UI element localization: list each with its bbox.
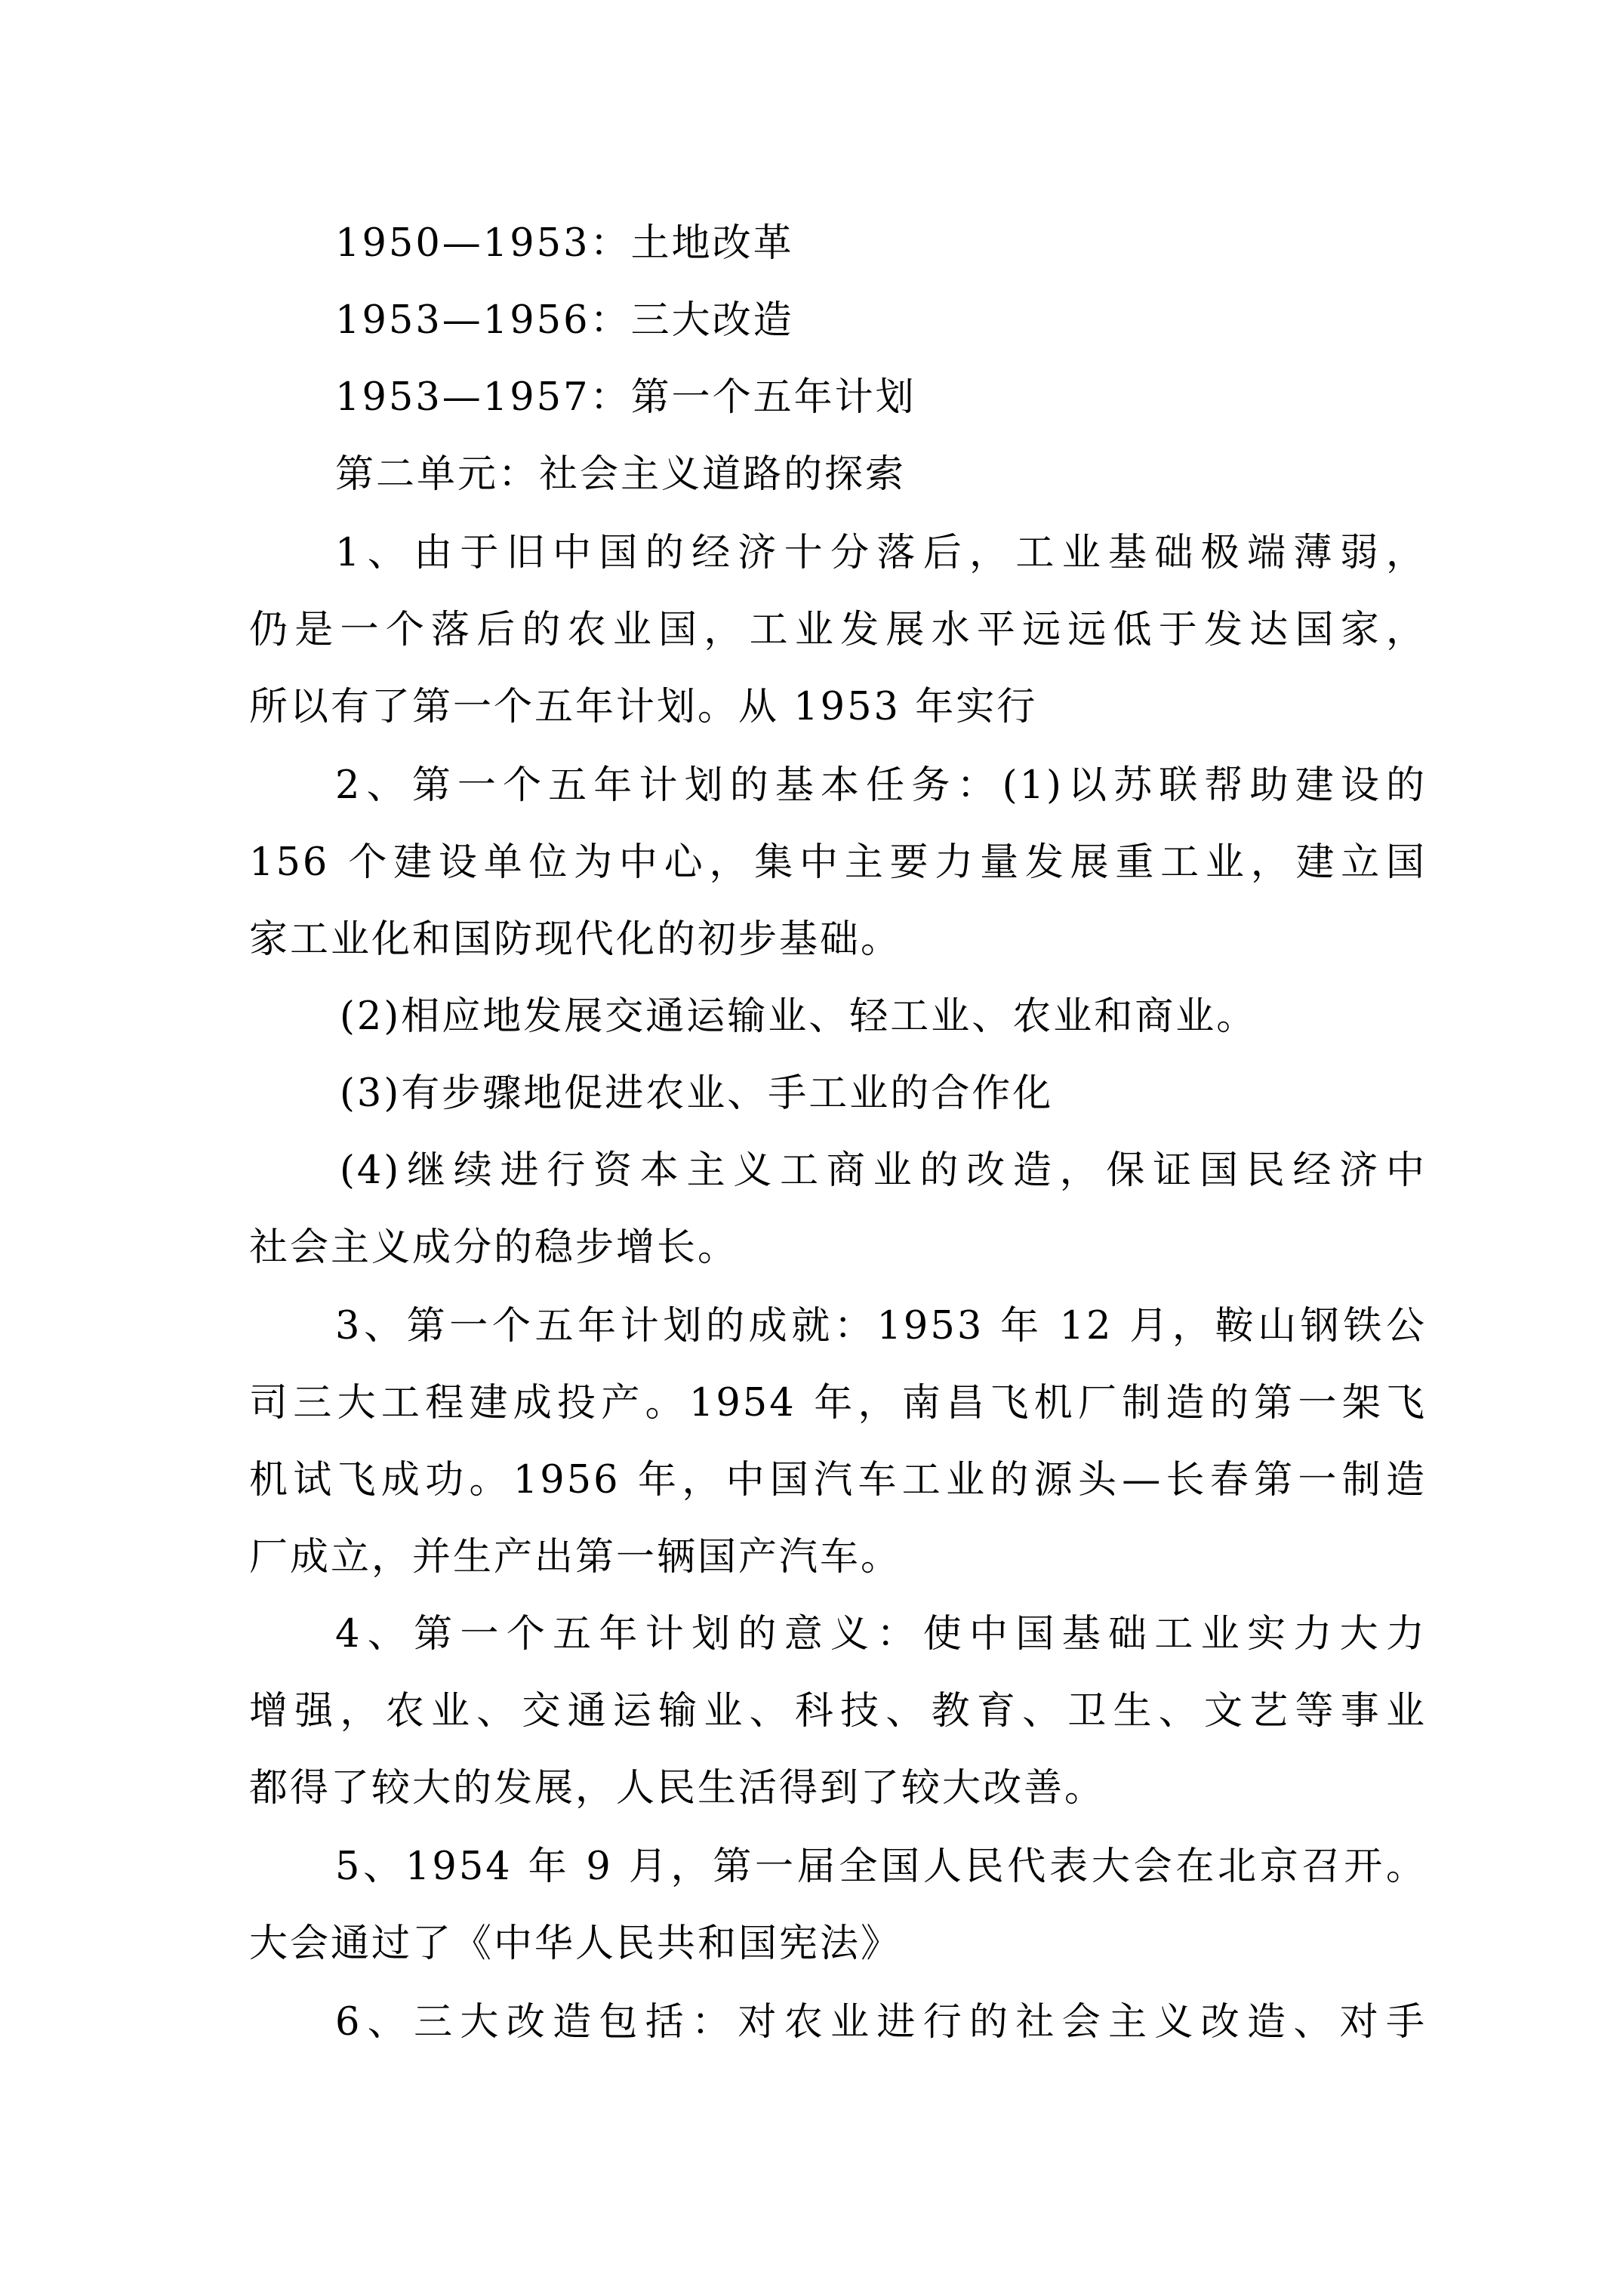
paragraph-2-line-1: 2、第一个五年计划的基本任务：(1)以苏联帮助建设的: [335, 763, 1427, 808]
paragraph-3-line-4: 厂成立，并生产出第一辆国产汽车。: [249, 1535, 902, 1579]
timeline-first-five-year-plan: 1953—1957：第一个五年计划: [335, 375, 916, 420]
paragraph-4-line-3: 都得了较大的发展，人民生活得到了较大改善。: [249, 1766, 1106, 1811]
task-item-2: (2)相应地发展交通运输业、轻工业、农业和商业。: [340, 994, 1258, 1039]
paragraph-4-line-1: 4、第一个五年计划的意义：使中国基础工业实力大力: [335, 1612, 1427, 1657]
timeline-land-reform: 1950—1953：土地改革: [335, 221, 794, 266]
paragraph-2-line-3: 家工业化和国防现代化的初步基础。: [249, 917, 902, 962]
task-item-4-line-1: (4)继续进行资本主义工商业的改造，保证国民经济中: [340, 1148, 1427, 1193]
paragraph-1-line-1: 1、由于旧中国的经济十分落后，工业基础极端薄弱，: [335, 531, 1427, 575]
paragraph-3-line-1: 3、第一个五年计划的成就：1953 年 12 月，鞍山钢铁公: [335, 1304, 1427, 1348]
task-item-3: (3)有步骤地促进农业、手工业的合作化: [340, 1071, 1054, 1116]
paragraph-2-line-2: 156 个建设单位为中心，集中主要力量发展重工业，建立国: [249, 840, 1427, 885]
paragraph-5-line-1: 5、1954 年 9 月，第一届全国人民代表大会在北京召开。: [335, 1845, 1427, 1889]
paragraph-6-line-1: 6、三大改造包括：对农业进行的社会主义改造、对手: [335, 2000, 1427, 2045]
paragraph-3-line-3: 机试飞成功。1956 年，中国汽车工业的源头—长春第一制造: [249, 1458, 1427, 1502]
paragraph-3-line-2: 司三大工程建成投产。1954 年，南昌飞机厂制造的第一架飞: [249, 1381, 1427, 1425]
unit-heading: 第二单元：社会主义道路的探索: [335, 452, 907, 497]
paragraph-1-line-3: 所以有了第一个五年计划。从 1953 年实行: [249, 685, 1038, 729]
paragraph-5-line-2: 大会通过了《中华人民共和国宪法》: [249, 1922, 902, 1966]
task-item-4-line-2: 社会主义成分的稳步增长。: [249, 1225, 739, 1270]
timeline-three-transformations: 1953—1956：三大改造: [335, 298, 794, 343]
paragraph-1-line-2: 仍是一个落后的农业国，工业发展水平远远低于发达国家，: [249, 608, 1427, 652]
paragraph-4-line-2: 增强，农业、交通运输业、科技、教育、卫生、文艺等事业: [249, 1689, 1427, 1734]
